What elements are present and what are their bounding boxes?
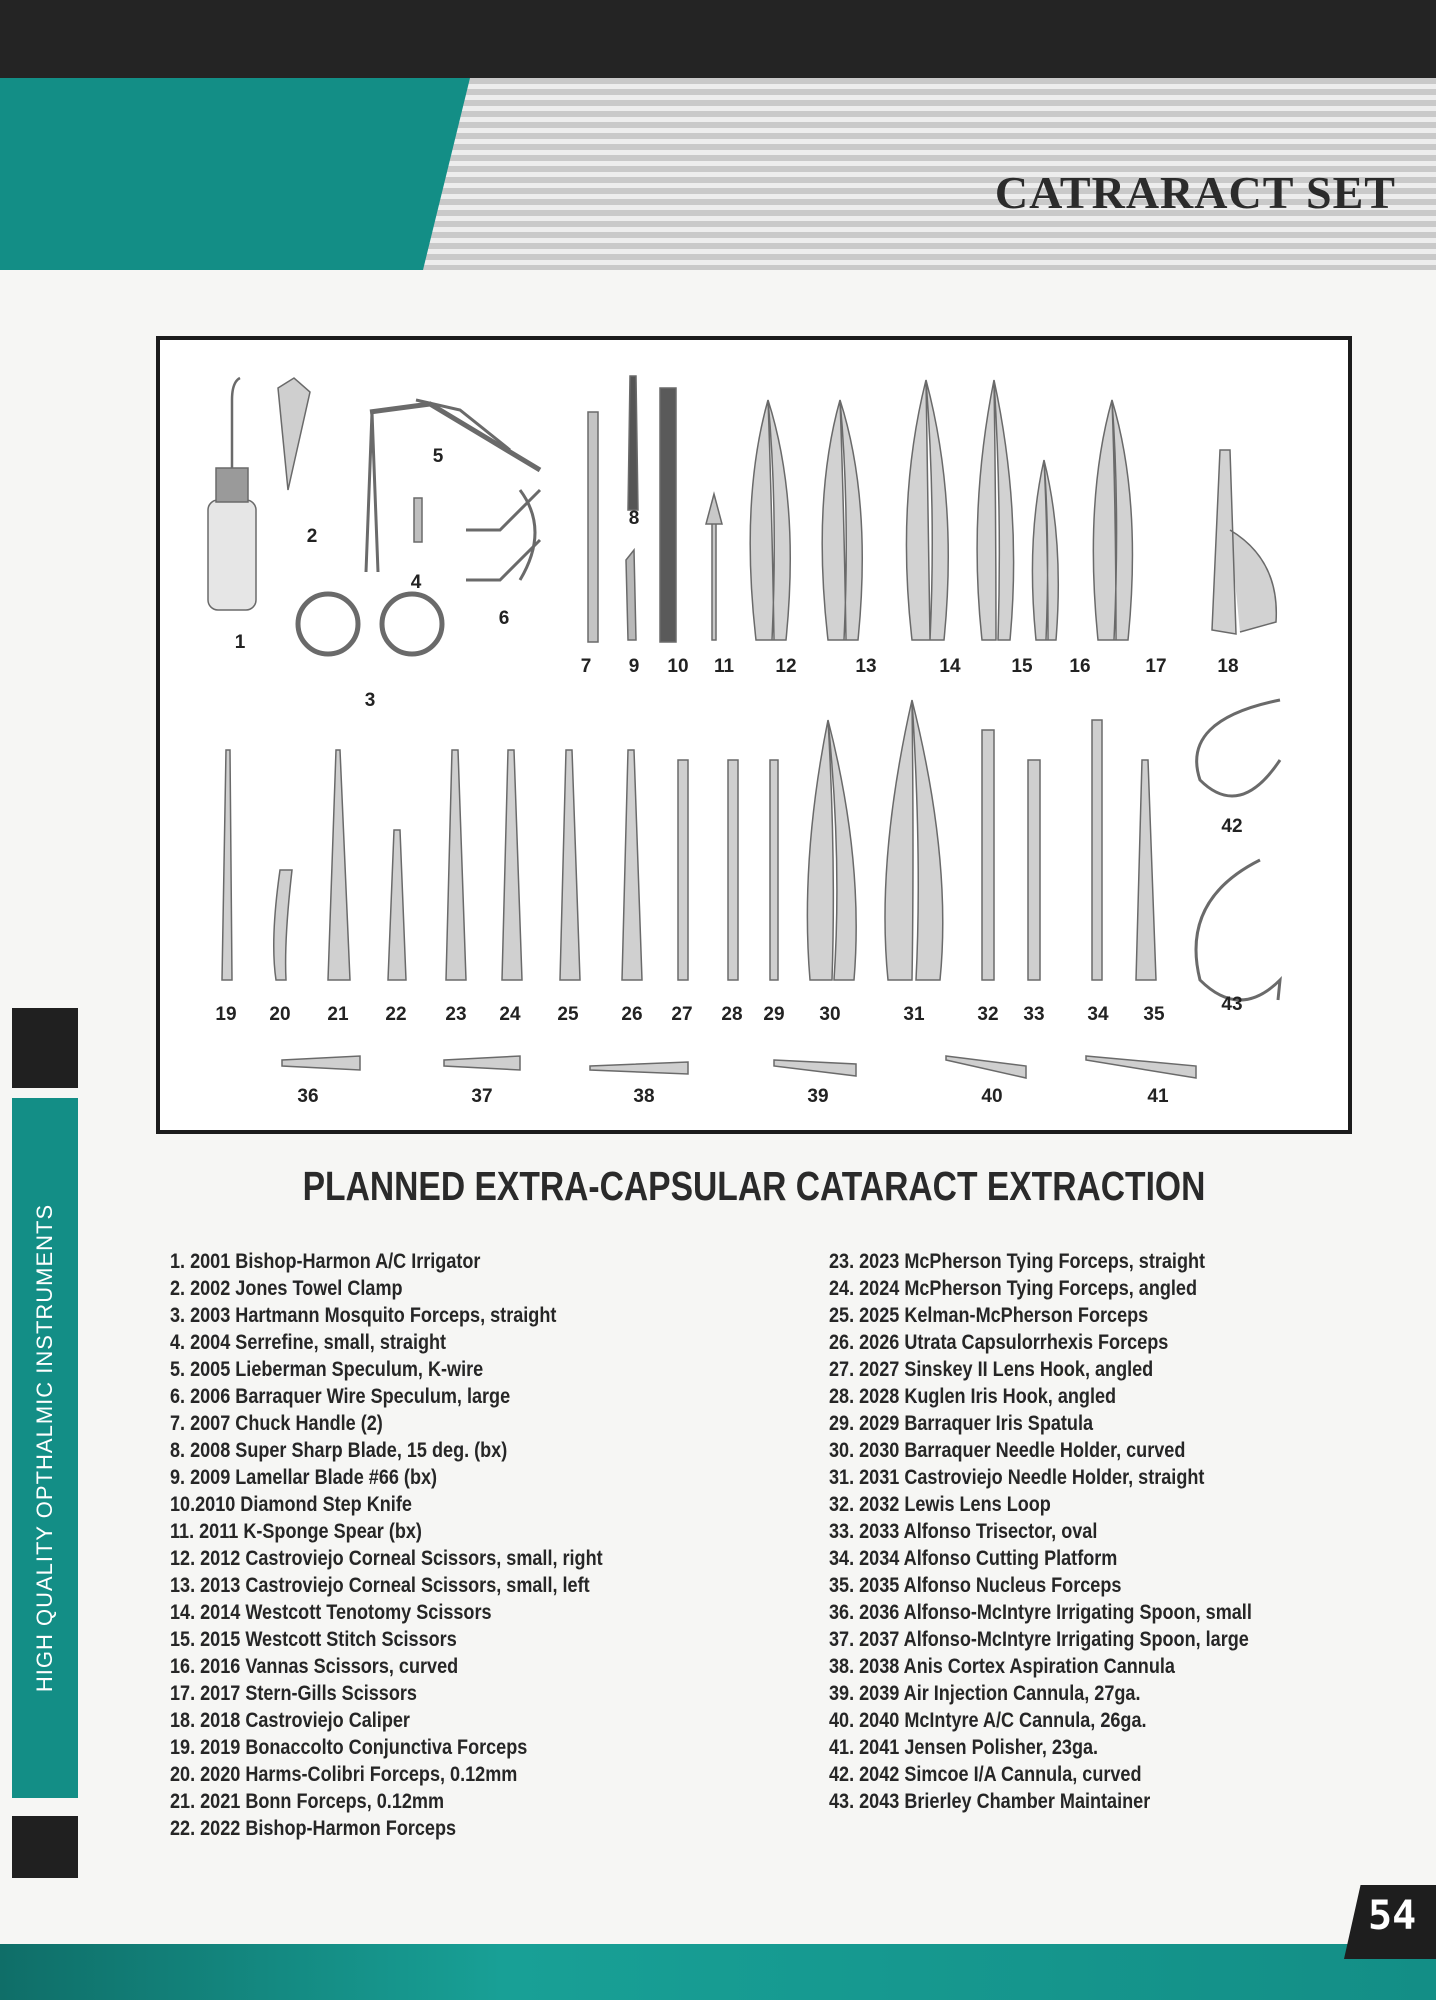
instrument-number: 22	[385, 1004, 407, 1025]
list-item: 10.2010 Diamond Step Knife	[170, 1493, 412, 1516]
cutting-platform-illustration	[1092, 720, 1102, 980]
page-number: 54	[1368, 1893, 1417, 1939]
instrument-number: 11	[713, 656, 735, 677]
instrument-number: 7	[580, 656, 592, 677]
towel-clamp-illustration	[278, 378, 310, 490]
list-item: 37. 2037 Alfonso-McIntyre Irrigating Spoon, large	[829, 1628, 1249, 1651]
list-item: 21. 2021 Bonn Forceps, 0.12mm	[170, 1790, 445, 1813]
instrument-number: 8	[628, 508, 640, 529]
list-item: 40. 2040 McIntyre A/C Cannula, 26ga.	[829, 1709, 1147, 1732]
iris-hook-illustration	[728, 760, 738, 980]
list-item: 6. 2006 Barraquer Wire Speculum, large	[170, 1385, 511, 1408]
list-item: 3. 2003 Hartmann Mosquito Forceps, straight	[170, 1304, 557, 1327]
instrument-number: 28	[721, 1004, 743, 1025]
instrument-plate	[156, 336, 1352, 1134]
list-item: 24. 2024 McPherson Tying Forceps, angled	[829, 1277, 1198, 1300]
forceps-21-illustration	[328, 750, 350, 980]
instrument-number: 17	[1145, 656, 1167, 677]
sidebar-label: HIGH QUALITY OPTHALMIC INSTRUMENTS	[32, 1203, 57, 1693]
cannula-37-illustration	[444, 1056, 520, 1070]
wire-speculum-illustration	[466, 490, 540, 580]
list-item: 42. 2042 Simcoe I/A Cannula, curved	[829, 1763, 1142, 1786]
instrument-number: 2	[306, 526, 318, 547]
mosquito-forceps-jaws	[366, 412, 378, 572]
instrument-number: 16	[1069, 656, 1091, 677]
list-item: 38. 2038 Anis Cortex Aspiration Cannula	[829, 1655, 1175, 1678]
list-item: 26. 2026 Utrata Capsulorrhexis Forceps	[829, 1331, 1169, 1354]
cannula-40-illustration	[946, 1056, 1026, 1078]
list-item: 25. 2025 Kelman-McPherson Forceps	[829, 1304, 1149, 1327]
instrument-number: 36	[297, 1086, 319, 1107]
section-title: PLANNED EXTRA-CAPSULAR CATARACT EXTRACTION	[302, 1163, 1206, 1209]
forceps-25-illustration	[560, 750, 580, 980]
cannula-41-illustration	[1086, 1056, 1196, 1078]
instrument-number: 1	[234, 632, 246, 653]
list-item: 12. 2012 Castroviejo Corneal Scissors, small, right	[170, 1547, 603, 1570]
scissors-13-illustration	[822, 400, 862, 640]
instrument-number: 43	[1221, 994, 1243, 1015]
instrument-number: 39	[807, 1086, 829, 1107]
list-item: 27. 2027 Sinskey II Lens Hook, angled	[829, 1358, 1154, 1381]
lamellar-blade-illustration	[626, 550, 636, 640]
needle-holder-30-illustration	[807, 720, 856, 980]
scissors-17-illustration	[1093, 400, 1132, 640]
scissors-16-illustration	[1032, 460, 1058, 640]
instrument-number: 24	[499, 1004, 521, 1025]
cannula-39-illustration	[774, 1060, 856, 1076]
instrument-number: 42	[1221, 816, 1243, 837]
caliper-illustration	[1212, 450, 1276, 634]
lens-hook-illustration	[678, 760, 688, 980]
lens-loop-illustration	[982, 730, 994, 980]
instrument-number: 6	[498, 608, 510, 629]
instrument-number: 19	[215, 1004, 237, 1025]
instrument-number: 12	[775, 656, 797, 677]
header-teal-accent	[0, 78, 470, 270]
list-item: 20. 2020 Harms-Colibri Forceps, 0.12mm	[170, 1763, 518, 1786]
list-item: 16. 2016 Vannas Scissors, curved	[170, 1655, 459, 1678]
list-item: 22. 2022 Bishop-Harmon Forceps	[170, 1817, 457, 1840]
list-item: 1. 2001 Bishop-Harmon A/C Irrigator	[170, 1250, 481, 1273]
instrument-number: 41	[1147, 1086, 1169, 1107]
instrument-number: 13	[855, 656, 877, 677]
list-item: 39. 2039 Air Injection Cannula, 27ga.	[829, 1682, 1141, 1705]
instrument-list-left	[170, 1248, 673, 1842]
nucleus-forceps-illustration	[1136, 760, 1156, 980]
serrefine-illustration	[414, 498, 422, 542]
instrument-number: 15	[1011, 656, 1033, 677]
list-item: 36. 2036 Alfonso-McIntyre Irrigating Spoon, small	[829, 1601, 1252, 1624]
speculum-kwire-illustration	[370, 404, 540, 470]
sidebar-block-bottom	[12, 1816, 78, 1878]
instrument-number: 9	[628, 656, 640, 677]
list-item: 32. 2032 Lewis Lens Loop	[829, 1493, 1051, 1516]
bottle-illustration	[208, 500, 256, 610]
sponge-spear-illustration	[706, 494, 722, 640]
forceps-26-illustration	[622, 750, 642, 980]
page-title: CATRARACT SET	[994, 167, 1396, 218]
list-item: 8. 2008 Super Sharp Blade, 15 deg. (bx)	[170, 1439, 508, 1462]
list-item: 4. 2004 Serrefine, small, straight	[170, 1331, 447, 1354]
list-item: 23. 2023 McPherson Tying Forceps, straight	[829, 1250, 1206, 1273]
list-item: 19. 2019 Bonaccolto Conjunctiva Forceps	[170, 1736, 528, 1759]
forceps-19-illustration	[222, 750, 232, 980]
tubing-43-illustration	[1196, 860, 1280, 1000]
instrument-number: 14	[939, 656, 961, 677]
instrument-number: 34	[1087, 1004, 1109, 1025]
list-item: 11. 2011 K-Sponge Spear (bx)	[170, 1520, 422, 1543]
list-item: 7. 2007 Chuck Handle (2)	[170, 1412, 383, 1435]
list-item: 30. 2030 Barraquer Needle Holder, curved	[829, 1439, 1186, 1462]
list-item: 34. 2034 Alfonso Cutting Platform	[829, 1547, 1118, 1570]
list-item: 29. 2029 Barraquer Iris Spatula	[829, 1412, 1094, 1435]
top-bar	[0, 0, 1436, 78]
cannula-36-illustration	[282, 1056, 360, 1070]
instrument-number: 26	[621, 1004, 643, 1025]
footer-bar	[0, 1944, 1436, 2000]
list-item: 15. 2015 Westcott Stitch Scissors	[170, 1628, 457, 1651]
instrument-number: 37	[471, 1086, 493, 1107]
mosquito-ring-right	[382, 594, 442, 654]
instrument-number: 10	[667, 656, 689, 677]
bottle-cap	[216, 468, 248, 502]
tubing-42-illustration	[1197, 700, 1280, 796]
scissors-14-illustration	[906, 380, 948, 640]
list-item: 13. 2013 Castroviejo Corneal Scissors, small, left	[170, 1574, 590, 1597]
forceps-20-illustration	[274, 870, 292, 980]
instrument-number: 18	[1217, 656, 1239, 677]
iris-spatula-illustration	[770, 760, 778, 980]
instrument-number: 38	[633, 1086, 655, 1107]
forceps-23-illustration	[446, 750, 466, 980]
instrument-number: 33	[1023, 1004, 1045, 1025]
irrigator-tip	[232, 378, 240, 468]
list-item: 14. 2014 Westcott Tenotomy Scissors	[170, 1601, 492, 1624]
instrument-list-right	[829, 1248, 1321, 1815]
instrument-number: 32	[977, 1004, 999, 1025]
instrument-number: 30	[819, 1004, 841, 1025]
instrument-number: 25	[557, 1004, 579, 1025]
list-item: 5. 2005 Lieberman Speculum, K-wire	[170, 1358, 484, 1381]
instrument-number: 3	[364, 690, 376, 711]
needle-holder-31-illustration	[885, 700, 943, 980]
list-item: 31. 2031 Castroviejo Needle Holder, straight	[829, 1466, 1205, 1489]
mosquito-ring-left	[298, 594, 358, 654]
list-item: 43. 2043 Brierley Chamber Maintainer	[829, 1790, 1151, 1813]
instrument-number: 4	[410, 572, 422, 593]
instrument-number: 29	[763, 1004, 785, 1025]
list-item: 2. 2002 Jones Towel Clamp	[170, 1277, 403, 1300]
chuck-handle-illustration	[588, 412, 598, 642]
list-item: 35. 2035 Alfonso Nucleus Forceps	[829, 1574, 1122, 1597]
trisector-illustration	[1028, 760, 1040, 980]
instrument-number: 21	[327, 1004, 349, 1025]
instrument-number: 5	[432, 446, 444, 467]
instrument-number: 40	[981, 1086, 1003, 1107]
diamond-knife-illustration	[660, 388, 676, 642]
instrument-number: 23	[445, 1004, 467, 1025]
scissors-12-illustration	[750, 400, 790, 640]
instrument-number: 35	[1143, 1004, 1165, 1025]
list-item: 18. 2018 Castroviejo Caliper	[170, 1709, 410, 1732]
list-item: 33. 2033 Alfonso Trisector, oval	[829, 1520, 1098, 1543]
blade-illustration	[628, 376, 638, 510]
list-item: 41. 2041 Jensen Polisher, 23ga.	[829, 1736, 1099, 1759]
instrument-number: 20	[269, 1004, 291, 1025]
list-item: 17. 2017 Stern-Gills Scissors	[170, 1682, 417, 1705]
forceps-22-illustration	[388, 830, 406, 980]
list-item: 9. 2009 Lamellar Blade #66 (bx)	[170, 1466, 438, 1489]
instrument-number: 31	[903, 1004, 925, 1025]
instrument-number: 27	[671, 1004, 693, 1025]
list-item: 28. 2028 Kuglen Iris Hook, angled	[829, 1385, 1117, 1408]
scissors-15-illustration	[977, 380, 1014, 640]
sidebar-block-top	[12, 1008, 78, 1088]
forceps-24-illustration	[502, 750, 522, 980]
cannula-38-illustration	[590, 1062, 688, 1074]
